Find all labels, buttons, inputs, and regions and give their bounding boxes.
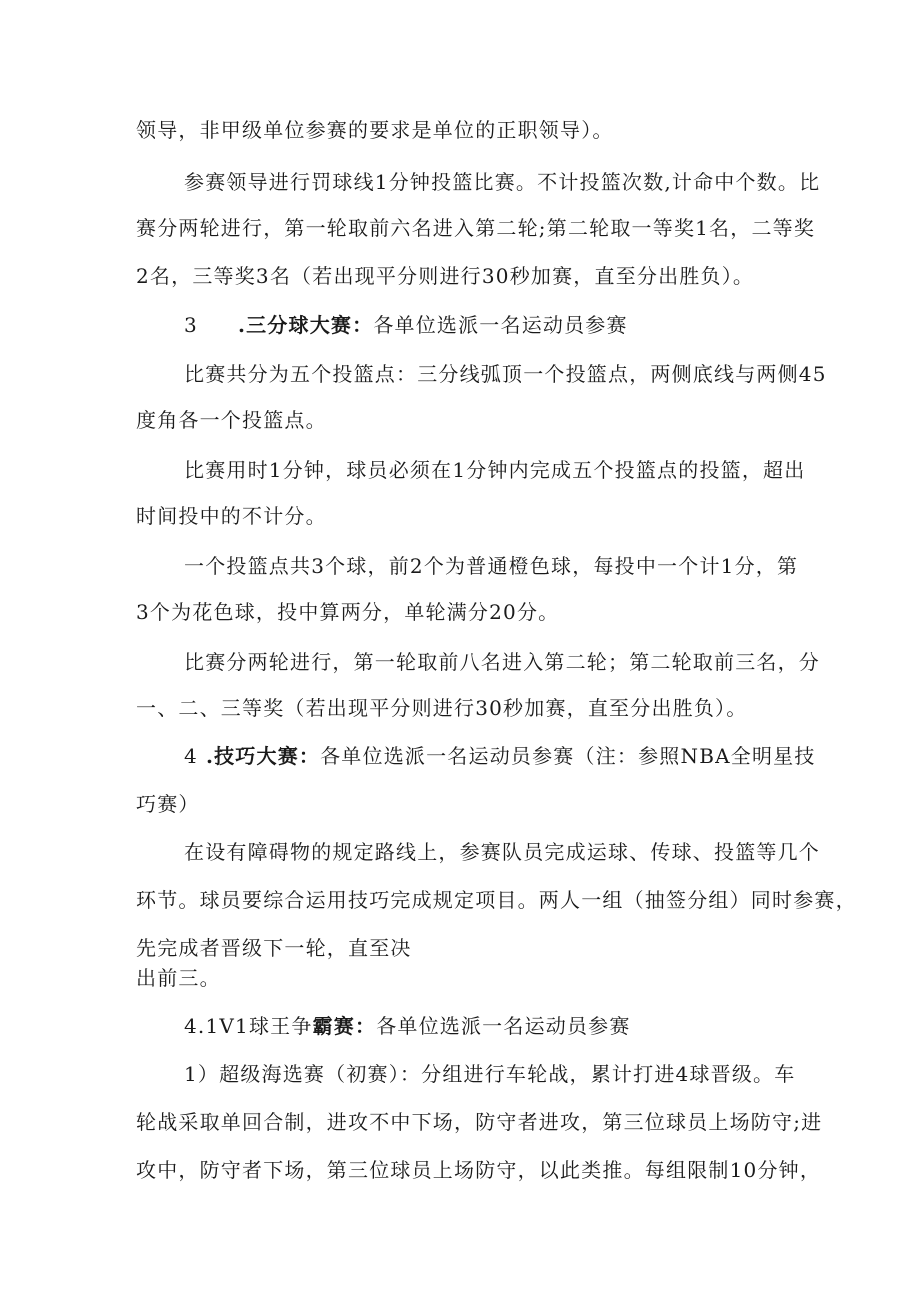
- paragraph-line: 攻中，防守者下场，第三位球员上场防守，以此类推。每组限制10分钟，: [136, 1158, 822, 1182]
- paragraph-line: 比赛共分为五个投篮点：三分线弧顶一个投篮点，两侧底线与两侧45: [184, 362, 827, 386]
- section-number: 4: [184, 744, 198, 768]
- paragraph-line: 2名，三等奖3名（若出现平分则进行30秒加赛，直至分出胜负）。: [136, 264, 755, 288]
- section-description: 各单位选派一名运动员参赛: [376, 1014, 631, 1038]
- paragraph-line: 3个为花色球，投中算两分，单轮满分20分。: [136, 600, 560, 624]
- section-title: 霸赛：: [312, 1014, 377, 1038]
- paragraph-line: 比赛分两轮进行，第一轮取前八名进入第二轮；第二轮取前三名，分: [184, 650, 820, 674]
- section-title: .技巧大赛：: [205, 744, 321, 768]
- section-prefix: 4.1V1球王争: [184, 1014, 313, 1038]
- paragraph-line: 一、二、三等奖（若出现平分则进行30秒加赛，直至分出胜负）。: [136, 696, 748, 720]
- paragraph-line: 度角各一个投篮点。: [136, 408, 327, 432]
- paragraph-line: 赛分两轮进行，第一轮取前六名进入第二轮;第二轮取一等奖1名，二等奖: [136, 216, 816, 240]
- section-heading-3: [184, 311, 628, 339]
- section-number: 3: [184, 313, 198, 337]
- paragraph-line: 在设有障碍物的规定路线上，参赛队员完成运球、传球、投篮等几个: [184, 840, 820, 864]
- paragraph-line: 轮战采取单回合制，进攻不中下场，防守者进攻，第三位球员上场防守;进: [136, 1110, 823, 1134]
- section-title: .三分球大赛：: [237, 313, 374, 337]
- paragraph-line: 出前三。: [136, 966, 221, 990]
- paragraph-line: 领导，非甲级单位参赛的要求是单位的正职领导）。: [136, 118, 614, 142]
- paragraph-line: 先完成者晋级下一轮，直至决: [136, 936, 412, 960]
- paragraph-line: 环节。球员要综合运用技巧完成规定项目。两人一组（抽签分组）同时参赛，: [136, 888, 857, 912]
- paragraph-line: 巧赛）: [136, 792, 200, 816]
- paragraph-line: 比赛用时1分钟，球员必须在1分钟内完成五个投篮点的投篮，超出: [184, 458, 806, 482]
- section-heading-4: [184, 742, 816, 770]
- section-description: 各单位选派一名运动员参赛: [373, 313, 628, 337]
- paragraph-line: 一个投篮点共3个球，前2个为普通橙色球，每投中一个计1分，第: [184, 554, 799, 578]
- section-description: 各单位选派一名运动员参赛（注：参照NBA全明星技: [320, 744, 816, 768]
- paragraph-line: 参赛领导进行罚球线1分钟投篮比赛。不计投篮次数,计命中个数。比: [184, 170, 821, 194]
- section-heading-4-1: [184, 1012, 631, 1040]
- paragraph-line: 时间投中的不计分。: [136, 504, 327, 528]
- paragraph-line: 1）超级海选赛（初赛）：分组进行车轮战，累计打进4球晋级。车: [184, 1062, 796, 1086]
